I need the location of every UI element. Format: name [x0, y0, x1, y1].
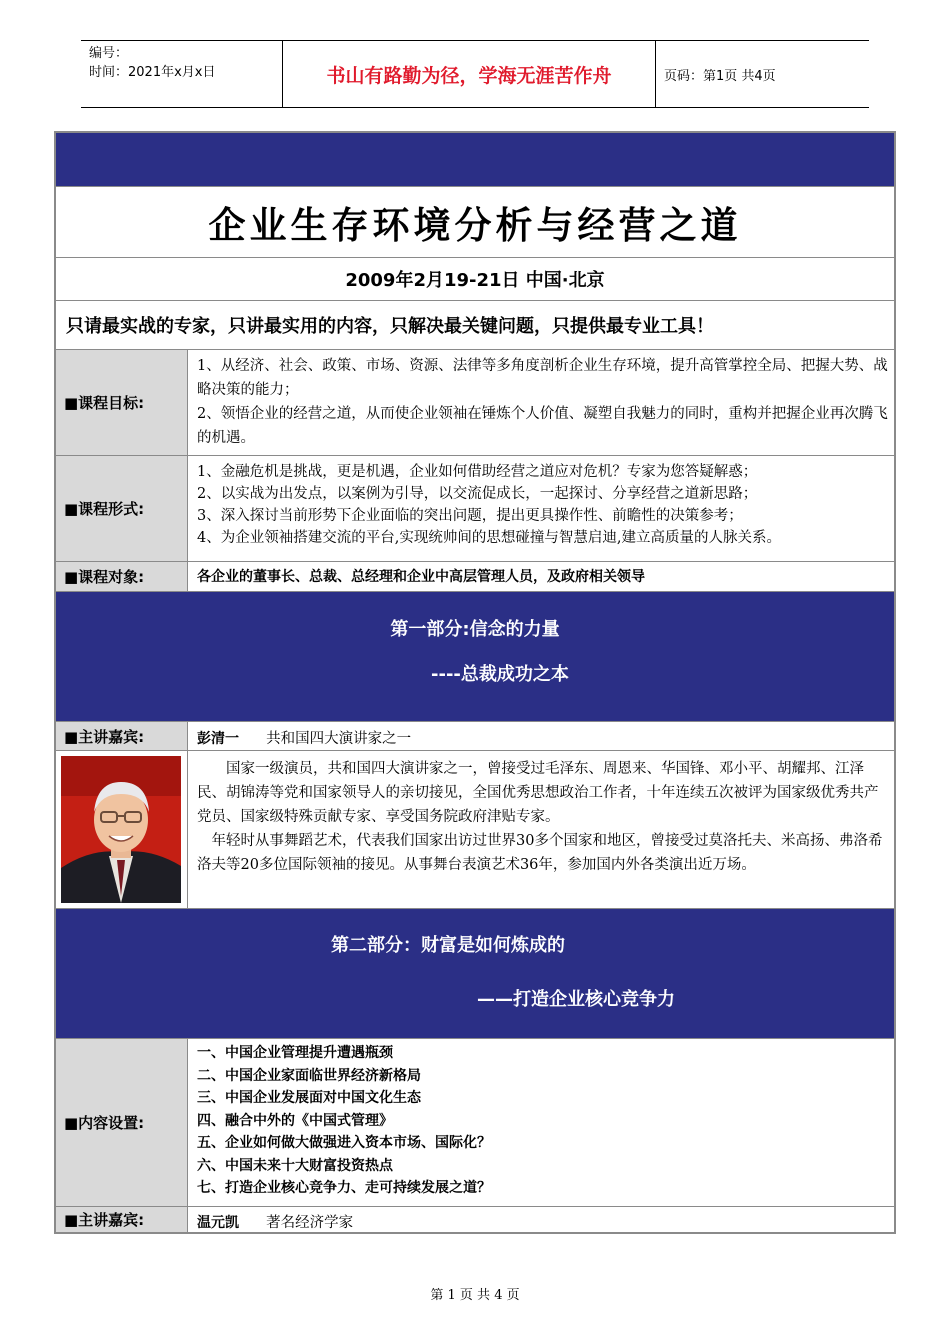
content-item: 五、企业如何做大做强进入资本市场、国际化？ — [197, 1135, 491, 1151]
speaker2-label: ■主讲嘉宾: — [64, 1211, 145, 1229]
format-item: 1、金融危机是挑战，更是机遇，企业如何借助经营之道应对危机？专家为您答疑解惑； — [197, 464, 758, 480]
header-motto-cell — [283, 41, 656, 107]
speaker1-bio-paragraph: 年轻时从事舞蹈艺术，代表我们国家出访过世界30多个国家和地区，曾接受过莫洛托夫、米高扬、弗洛希洛夫等20多位国际领袖的接见。从事舞台表演艺术36年，参加国内外各类演出近万场。 — [197, 833, 883, 873]
part1-title: 第一部分:信念的力量 — [390, 619, 560, 640]
speaker2-name: 温元凯 — [197, 1215, 239, 1231]
content-item: 二、中国企业家面临世界经济新格局 — [197, 1067, 421, 1084]
format-item: 2、以实战为出发点，以案例为引导，以交流促成长，一起探讨、分享经营之道新思路； — [197, 486, 758, 502]
goal-content — [189, 350, 894, 454]
title-row — [54, 187, 896, 258]
doc-time-label: 时间：2021年x月x日 — [89, 65, 216, 80]
goal-item: 2、领悟企业的经营之道，从而使企业领袖在锤炼个人价值、凝塑自我魅力的同时，重构并把握企业再次腾飞的机遇。 — [197, 406, 888, 446]
speaker1-title: 共和国四大演讲家之一 — [266, 731, 412, 747]
speaker1-photo — [61, 756, 181, 903]
speaker1-photo-cell — [56, 751, 188, 908]
part2-subtitle: ——打造企业核心竞争力 — [477, 989, 675, 1010]
format-label-cell — [56, 456, 188, 561]
speaker1-label: ■主讲嘉宾: — [64, 727, 145, 746]
content-label: ■内容设置: — [64, 1114, 145, 1132]
format-row — [54, 456, 896, 562]
speaker1-row — [54, 722, 896, 751]
header-meta — [81, 41, 283, 107]
audience-row — [54, 562, 896, 592]
format-label: ■课程形式: — [64, 500, 145, 518]
content-item: 三、中国企业发展面对中国文化生态 — [197, 1090, 421, 1106]
part2-banner — [54, 909, 896, 1039]
top-banner — [54, 131, 896, 187]
goal-row — [54, 350, 896, 456]
course-table — [54, 131, 896, 1234]
content-item: 七、打造企业核心竞争力、走可持续发展之道？ — [197, 1180, 491, 1196]
format-item: 3、深入探讨当前形势下企业面临的突出问题，提出更具操作性、前瞻性的决策参考； — [197, 508, 743, 524]
speaker1-label-cell — [56, 722, 188, 750]
goal-item: 1、从经济、社会、政策、市场、资源、法律等多角度剖析企业生存环境，提升高管掌控全局、把握大势、战略决策的能力； — [197, 358, 888, 398]
header-page-cell — [656, 41, 869, 107]
header-page-info: 页码：第1页 共4页 — [664, 68, 776, 84]
part1-subtitle: ----总裁成功之本 — [431, 664, 569, 685]
audience-content — [189, 562, 894, 593]
date-row — [54, 258, 896, 301]
speaker2-info — [189, 1207, 894, 1236]
date-place: 2009年2月19-21日 中国·北京 — [345, 270, 605, 291]
speaker1-bio-row — [54, 751, 896, 909]
header-motto: 书山有路勤为径，学海无涯苦作舟 — [326, 64, 612, 87]
content-row — [54, 1039, 896, 1207]
content-item: 一、中国企业管理提升遭遇瓶颈 — [197, 1045, 393, 1061]
audience-label: ■课程对象: — [64, 568, 145, 586]
format-content — [189, 456, 894, 553]
slogan-row — [54, 301, 896, 350]
audience-label-cell — [56, 562, 188, 591]
slogan: 只请最实战的专家，只讲最实用的内容，只解决最关键问题，只提供最专业工具！ — [66, 316, 714, 337]
content-item: 四、融合中外的《中国式管理》 — [197, 1112, 393, 1129]
part1-banner — [54, 592, 896, 722]
goal-label: ■课程目标: — [64, 394, 145, 412]
part2-title: 第二部分：财富是如何炼成的 — [331, 935, 565, 956]
goal-label-cell — [56, 350, 188, 455]
content-item: 六、中国未来十大财富投资热点 — [197, 1157, 393, 1174]
speaker2-title: 著名经济学家 — [266, 1215, 354, 1231]
speaker1-bio — [189, 751, 894, 881]
format-item: 4、为企业领袖搭建交流的平台,实现统帅间的思想碰撞与智慧启迪,建立高质量的人脉关系。 — [197, 530, 781, 546]
doc-number-label: 编号： — [89, 46, 129, 61]
page-header — [81, 40, 869, 108]
speaker1-bio-paragraph: 国家一级演员，共和国四大演讲家之一，曾接受过毛泽东、周恩来、华国锋、邓小平、胡耀邦、江泽民、胡锦涛等党和国家领导人的亲切接见，全国优秀思想政治工作者，十年连续五次被评为国家级优秀共产党员、国家级特殊贡献专家、享受国务院政府津贴专家。 — [197, 761, 879, 825]
doc-title: 企业生存环境分析与经营之道 — [208, 203, 742, 247]
audience-text: 各企业的董事长、总裁、总经理和企业中高层管理人员，及政府相关领导 — [197, 569, 645, 585]
speaker1-name: 彭清一 — [197, 731, 239, 747]
page-footer: 第 1 页 共 4 页 — [430, 1288, 520, 1303]
speaker1-info — [189, 722, 894, 752]
speaker2-row — [54, 1207, 896, 1234]
content-list — [189, 1039, 894, 1204]
content-label-cell — [56, 1039, 188, 1206]
speaker2-label-cell — [56, 1207, 188, 1232]
